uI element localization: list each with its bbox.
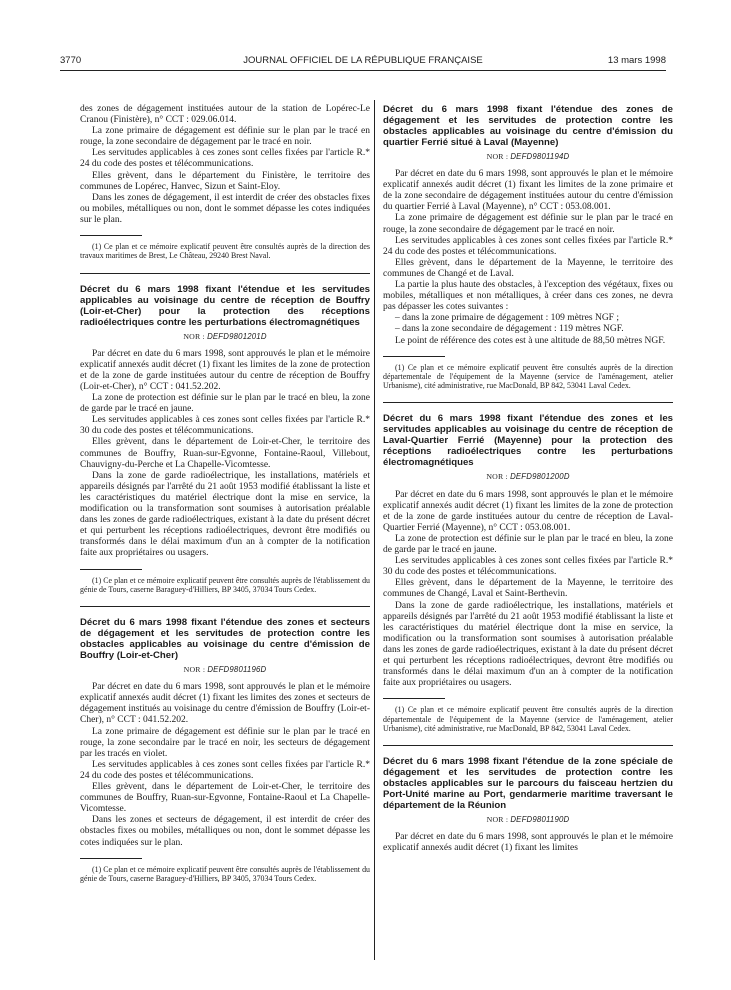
footnote: (1) Ce plan et ce mémoire explicatif peuvent être consultés auprès de la direction des travaux maritimes de Brest, Le Château, 29240 Brest Naval. <box>80 242 370 261</box>
footnote: (1) Ce plan et ce mémoire explicatif peuvent être consultés auprès de la direction départementale de l'équipement de la Mayenne (service de l'aménagement, atelier Urbanisme), cité administrative, rue MacDonald, BP 842, 53041 Laval Cedex. <box>383 362 673 391</box>
paragraph: La partie la plus haute des obstacles, à l'exception des végétaux, fixes ou mobiles, métalliques et non métalliques, à créer dans ces zones, ne devra pas dépasser les cotes suivantes : <box>383 280 673 313</box>
issue-date: 13 mars 1998 <box>607 55 666 66</box>
paragraph: Elles grèvent, dans le département de la Mayenne, le territoire des communes de Changé, Laval et Saint-Berthevin. <box>383 578 673 600</box>
nor-code: DEFD9801200D <box>510 472 570 482</box>
left-column <box>80 104 370 883</box>
paragraph: Par décret en date du 6 mars 1998, sont approuvés le plan et le mémoire explicatif annexés audit décret (1) fixant les limites de la zone primaire et de la zone secondaire de dégagement instituées autour du centre d'émission du quartier Ferrié à Laval (Mayenne), n° CCT : 053.08.001. <box>383 169 673 213</box>
nor-code: DEFD9801190D <box>510 815 570 825</box>
paragraph: Dans les zones de dégagement, il est interdit de créer des obstacles fixes ou mobiles, métalliques ou non, dont le sommet dépasse les cotes indiquées sur le plan. <box>80 192 370 225</box>
footnote-separator <box>80 569 142 570</box>
footnote-separator <box>80 235 142 236</box>
nor-label: NOR : <box>486 152 509 161</box>
footnote: (1) Ce plan et ce mémoire explicatif peuvent être consultés auprès de l'établissement du génie de Tours, caserne Baraguey-d'Hilliers, BP 3405, 37034 Tours Cedex. <box>80 864 370 883</box>
paragraph: Elles grèvent, dans le département de Loir-et-Cher, le territoire des communes de Bouffry, Ruan-sur-Egvonne, Fontaine-Raoul, Villebout, Chauvigny-du-Perche et La Chapelle-Vicomtesse. <box>80 437 370 470</box>
paragraph: Par décret en date du 6 mars 1998, sont approuvés le plan et le mémoire explicatif annexés audit décret (1) fixant les limites de la zone de protection et de la zone de garde instituées autour du centre de réception de Laval-Quartier Ferrié (Mayenne), n° CCT : 053.08.001. <box>383 489 673 533</box>
paragraph: Par décret en date du 6 mars 1998, sont approuvés le plan et le mémoire explicatif annexés audit décret (1) fixant les limites de la zone de protection et de la zone de garde instituées autour du centre de réception de Bouffry (Loir-et-Cher), n° CCT : 041.52.202. <box>80 348 370 392</box>
nor-label: NOR : <box>183 331 205 341</box>
decree-title: Décret du 6 mars 1998 fixant l'étendue des zones de dégagement et les servitudes de protection contre les obstacles applicables au voisinage du centre d'émission du quartier Ferrié situé à Laval (Mayenne) <box>383 104 673 148</box>
nor-reference <box>80 664 370 675</box>
nor-reference <box>383 814 673 825</box>
footnote: (1) Ce plan et ce mémoire explicatif peuvent être consultés auprès de l'établissement du génie de Tours, caserne Baraguey-d'Hilliers, BP 3405, 37034 Tours Cedex. <box>80 575 370 594</box>
nor-label: NOR : <box>486 815 509 825</box>
paragraph: Les servitudes applicables à ces zones sont celles fixées par l'article R.* 24 du code des postes et télécommunications. <box>383 235 673 257</box>
paragraph: Dans la zone de garde radioélectrique, les installations, matériels et appareils désignés par l'arrêté du 21 août 1953 modifié établissant la liste et les caractéristiques du matériel électrique dont la mise en service, la modification ou la transformation sont soumises à autorisation préalable dans les zones de garde radioélectriques, existant à la date du présent décret et qui perturbent les réceptions radioélectriques, devront être modifiés ou transformés dans le délai maximum d'un an à compter de la notification faite aux propriétaires ou usagers. <box>383 600 673 689</box>
paragraph: Par décret en date du 6 mars 1998, sont approuvés le plan et le mémoire explicatif annexés audit décret (1) fixant les limites des zones et secteurs de dégagement institués au voisinage du centre d'émission de Bouffry (Loir-et-Cher), n° CCT : 041.52.202. <box>80 682 370 726</box>
list-item: – dans la zone secondaire de dégagement : 119 mètres NGF. <box>395 324 624 335</box>
paragraph: Les servitudes applicables à ces zones sont celles fixées par l'article R.* 24 du code des postes et télécommunications. <box>80 759 370 781</box>
paragraph: Les servitudes applicables à ces zones sont celles fixées par l'article R.* 30 du code des postes et télécommunications. <box>383 556 673 578</box>
paragraph: Dans les zones et secteurs de dégagement, il est interdit de créer des obstacles fixes ou mobiles, métalliques ou non, dont le sommet dépasse les cotes indiquées sur le plan. <box>80 815 370 848</box>
nor-code: DEFD9801196D <box>207 665 267 675</box>
paragraph: Elles grèvent, dans le département du Finistère, le territoire des communes de Lopérec, Hanvec, Sizun et Saint-Eloy. <box>80 170 370 192</box>
list-item: – dans la zone primaire de dégagement : 109 mètres NGF ; <box>395 313 619 324</box>
decree-title: Décret du 6 mars 1998 fixant l'étendue des zones et les servitudes applicables au voisinage du centre de réception de Laval-Quartier Ferrié (Mayenne) pour la protection des réceptions radioélectriques contre les perturbations électromagnétiques <box>383 413 673 469</box>
nor-reference <box>383 151 673 162</box>
section-rule <box>80 273 370 274</box>
section-rule <box>383 745 673 746</box>
paragraph: Le point de référence des cotes est à une altitude de 88,50 mètres NGF. <box>395 335 666 346</box>
page-header <box>60 55 666 69</box>
section-rule <box>383 402 673 403</box>
nor-code: DEFD9801201D <box>207 331 267 341</box>
paragraph: Par décret en date du 6 mars 1998, sont approuvés le plan et le mémoire explicatif annexés audit décret (1) fixant les limites <box>383 832 673 854</box>
paragraph: Elles grèvent, dans le département de la Mayenne, le territoire des communes de Changé et de Laval. <box>383 257 673 279</box>
paragraph: La zone de protection est définie sur le plan par le tracé en bleu, la zone de garde par le tracé en jaune. <box>80 393 370 415</box>
paragraph: Les servitudes applicables à ces zones sont celles fixées par l'article R.* 30 du code des postes et télécommunications. <box>80 415 370 437</box>
decree-title: Décret du 6 mars 1998 fixant l'étendue de la zone spéciale de dégagement et les servitudes de protection contre les obstacles applicables sur le parcours du faisceau hertzien du Port-Unité marine au Port, gendarmerie maritime traversant le département de la Réunion <box>383 756 673 812</box>
paragraph: La zone primaire de dégagement est définie sur le plan par le tracé en rouge, la zone secondaire de dégagement par le tracé en noir. <box>80 126 370 148</box>
journal-title: JOURNAL OFFICIEL DE LA RÉPUBLIQUE FRANÇAISE <box>243 55 483 66</box>
nor-code: DEFD9801194D <box>510 152 570 161</box>
paragraph: La zone primaire de dégagement est définie sur le plan par le tracé en rouge, la zone secondaire par le tracé en noir, les secteurs de dégagement par les tracés en violet. <box>80 726 370 759</box>
footnote: (1) Ce plan et ce mémoire explicatif peuvent être consultés auprès de la direction départementale de l'équipement de la Mayenne (service de l'aménagement, atelier Urbanisme), cité administrative, rue MacDonald, BP 842, 53041 Laval Cedex. <box>383 705 673 733</box>
header-rule <box>60 70 666 71</box>
paragraph: Dans la zone de garde radioélectrique, les installations, matériels et appareils désignés par l'arrêté du 21 août 1953 modifié établissant la liste et les caractéristiques du matériel électrique dont la mise en service, la modification ou la transformation sont soumises à autorisation préalable dans les zones de garde radioélectriques, existant à la date du présent décret et qui perturbent les réceptions radioélectriques, devront être modifiés ou transformés dans le délai maximum d'un an à compter de la notification faite aux propriétaires ou usagers. <box>80 470 370 559</box>
footnote-separator <box>383 698 445 699</box>
nor-reference <box>80 331 370 342</box>
footnote-separator <box>80 858 142 859</box>
footnote-separator <box>383 356 445 357</box>
nor-label: NOR : <box>183 665 206 675</box>
right-column <box>383 104 673 854</box>
paragraph: des zones de dégagement instituées autour de la station de Lopérec-Le Cranou (Finistère), n° CCT : 029.06.014. <box>80 104 370 126</box>
nor-label: NOR : <box>486 472 508 482</box>
decree-title: Décret du 6 mars 1998 fixant l'étendue et les servitudes applicables au voisinage du centre de réception de Bouffry (Loir-et-Cher) pour la protection des réceptions radioélectriques contre les perturbations électromagnétiques <box>80 283 370 328</box>
paragraph: Elles grèvent, dans le département de Loir-et-Cher, le territoire des communes de Bouffry, Ruan-sur-Egvonne, Fontaine-Raoul et La Chapelle-Vicomtesse. <box>80 782 370 815</box>
nor-reference <box>383 471 673 482</box>
paragraph: La zone de protection est définie sur le plan par le tracé en bleu, la zone de garde par le tracé en jaune. <box>383 533 673 556</box>
page-number: 3770 <box>60 55 82 66</box>
decree-title: Décret du 6 mars 1998 fixant l'étendue des zones et secteurs de dégagement et les servitudes de protection contre les obstacles applicables au voisinage du centre d'émission de Bouffry (Loir-et-Cher) <box>80 617 370 662</box>
section-rule <box>80 606 370 607</box>
paragraph: Les servitudes applicables à ces zones sont celles fixées par l'article R.* 24 du code des postes et télécommunications. <box>80 148 370 170</box>
column-divider <box>374 100 375 960</box>
paragraph: La zone primaire de dégagement est définie sur le plan par le tracé en rouge, la zone secondaire de dégagement par le tracé en noir. <box>383 213 673 235</box>
